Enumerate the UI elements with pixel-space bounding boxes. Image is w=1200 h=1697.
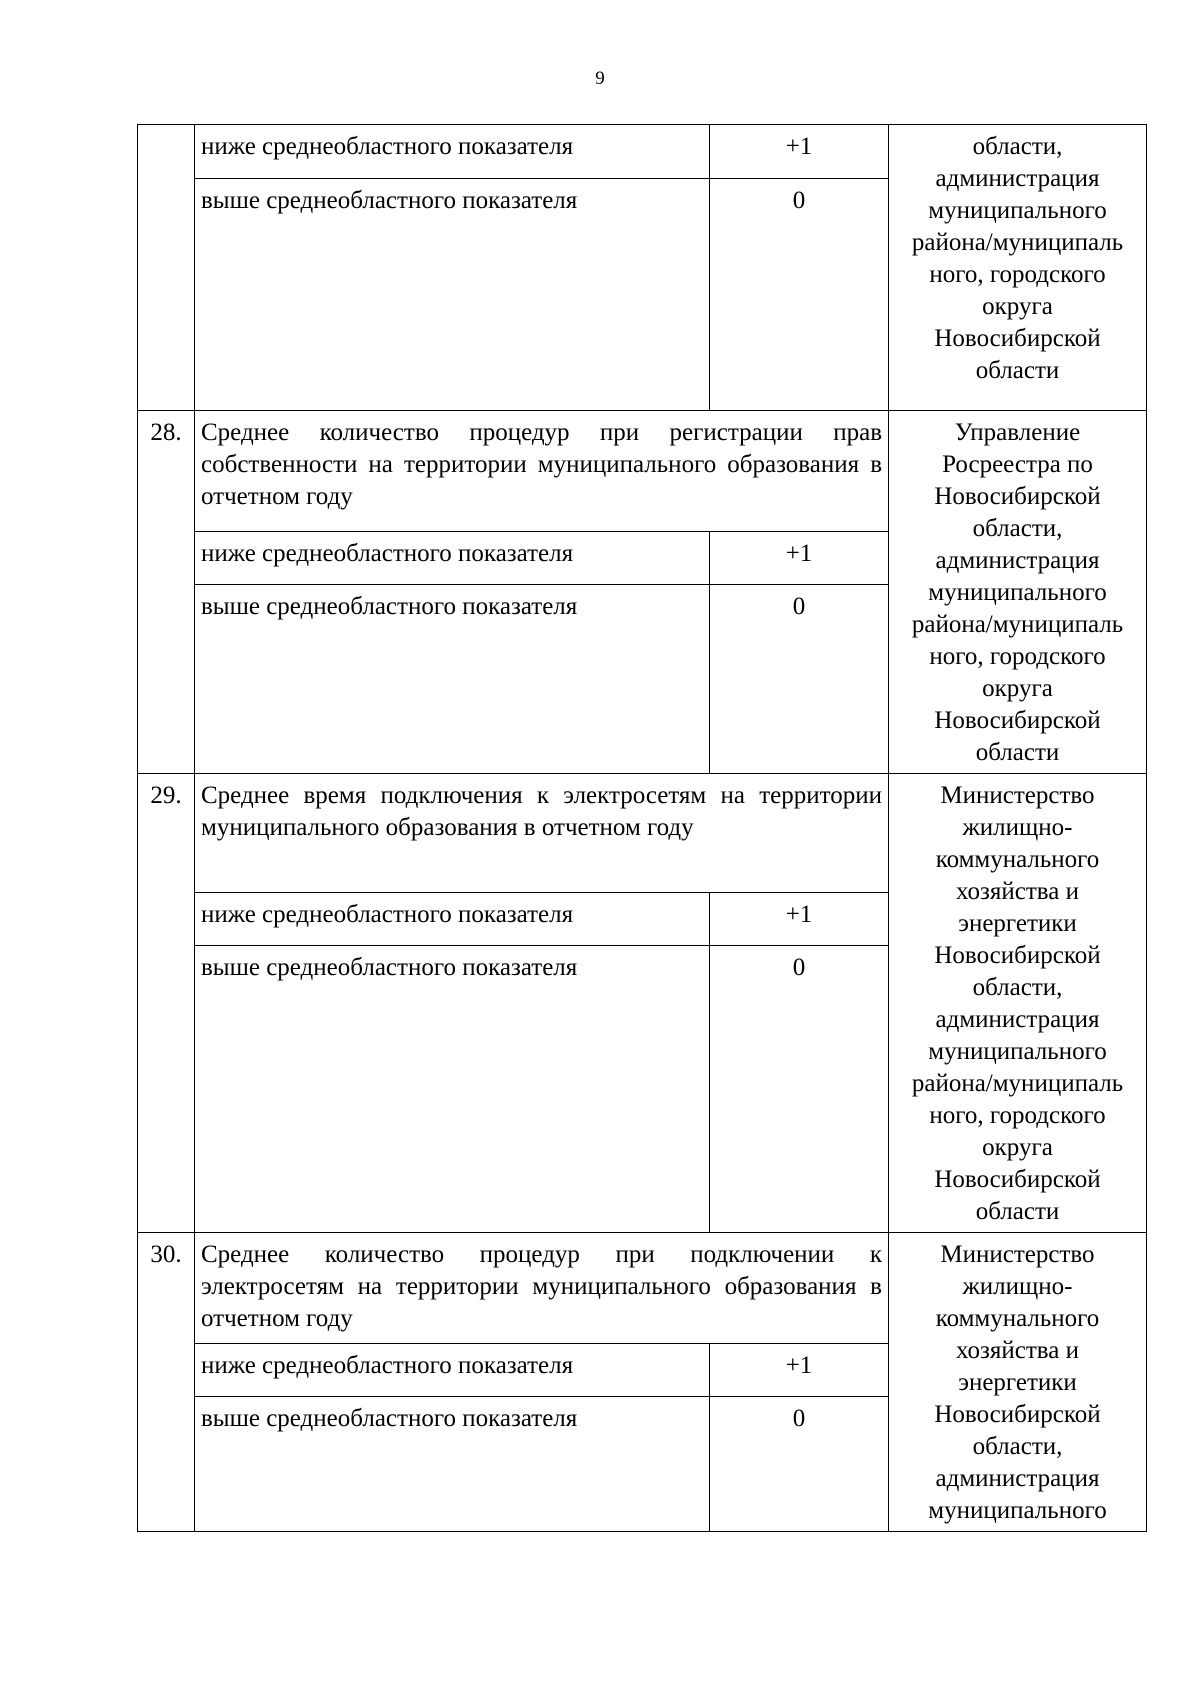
table-row	[138, 774, 1147, 893]
option-label: ниже среднеобластного показателя	[195, 893, 710, 946]
table-row	[138, 125, 1147, 179]
option-label: выше среднеобластного показателя	[195, 585, 710, 774]
criterion-text: Среднее время подключения к электросетям на территории муниципального образования в отчетном году	[195, 774, 889, 893]
option-score: 0	[710, 1397, 889, 1532]
responsible-cell: Управление Росреестра по Новосибирской области, администрация муниципального района/муниципаль ного, городского округа Новосибирской области	[889, 411, 1147, 774]
table-row	[138, 411, 1147, 532]
page-number: 9	[595, 68, 605, 89]
option-label: выше среднеобластного показателя	[195, 179, 710, 411]
row-number: 28.	[138, 411, 195, 774]
option-score: 0	[710, 179, 889, 411]
option-score: 0	[710, 946, 889, 1233]
row-number-cell	[138, 125, 195, 411]
option-label: выше среднеобластного показателя	[195, 946, 710, 1233]
option-label: выше среднеобластного показателя	[195, 1397, 710, 1532]
option-label: ниже среднеобластного показателя	[195, 125, 710, 179]
responsible-cell: области, администрация муниципального района/муниципаль ного, городского округа Новосибирской области	[889, 125, 1147, 411]
row-number: 29.	[138, 774, 195, 1233]
option-score: +1	[710, 893, 889, 946]
table-row	[138, 1233, 1147, 1344]
option-score: +1	[710, 532, 889, 585]
row-number: 30.	[138, 1233, 195, 1532]
responsible-cell: Министерство жилищно- коммунального хозяйства и энергетики Новосибирской области, администрация муниципального района/муниципаль ного, городского округа Новосибирской области	[889, 774, 1147, 1233]
criterion-text: Среднее количество процедур при регистрации прав собственности на территории муниципального образования в отчетном году	[195, 411, 889, 532]
responsible-cell: Министерство жилищно- коммунального хозяйства и энергетики Новосибирской области, администрация муниципального	[889, 1233, 1147, 1532]
option-label: ниже среднеобластного показателя	[195, 532, 710, 585]
criteria-table	[137, 124, 1147, 1532]
option-score: +1	[710, 1344, 889, 1397]
option-score: +1	[710, 125, 889, 179]
criterion-text: Среднее количество процедур при подключении к электросетям на территории муниципального образования в отчетном году	[195, 1233, 889, 1344]
option-score: 0	[710, 585, 889, 774]
option-label: ниже среднеобластного показателя	[195, 1344, 710, 1397]
